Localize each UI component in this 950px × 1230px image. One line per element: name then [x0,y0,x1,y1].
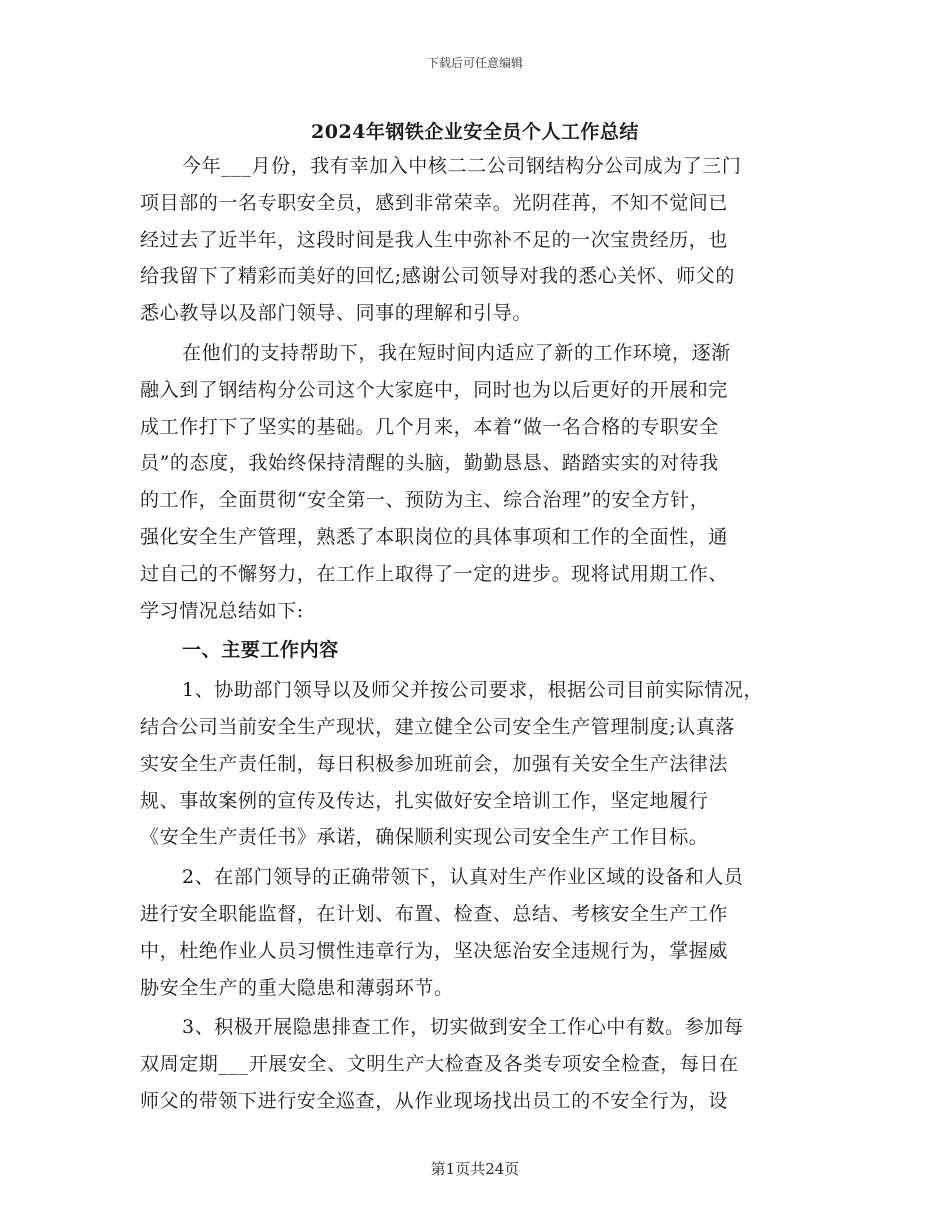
page-header: 下载后可任意编辑 [426,56,523,70]
document-body [140,148,820,1120]
section-heading-block [140,632,820,669]
text-line: 《安全生产责任书》承诺，确保顺利实现公司安全生产工作目标。 [140,826,709,849]
paragraph-support [140,335,820,629]
text-line: 规、事故案例的宣传及传达，扎实做好安全培训工作，坚定地履行 [140,789,709,812]
text-line: 1、协助部门领导以及师父并按公司要求，根据公司目前实际情况， [182,679,764,702]
text-line: 在他们的支持帮助下，我在短时间内适应了新的工作环境，逐渐 [182,341,731,364]
text-line: 经过去了近半年，这段时间是我人生中弥补不足的一次宝贵经历，也 [140,228,729,251]
text-line: 员”的态度，我始终保持清醒的头脑，勤勤恳恳、踏踏实实的对待我 [140,452,719,475]
text-line: 给我留下了精彩而美好的回忆;感谢公司领导对我的悉心关怀、师父的 [140,265,736,288]
document-title: 2024年钢铁企业安全员个人工作总结 [311,121,639,143]
text-line: 悉心教导以及部门领导、同事的理解和引导。 [140,302,533,325]
text-line: 实安全生产责任制，每日积极参加班前会，加强有关安全生产法律法 [140,752,729,775]
text-line: 强化安全生产管理，熟悉了本职岗位的具体事项和工作的全面性，通 [140,525,729,548]
text-line: 中，杜绝作业人员习惯性违章行为，坚决惩治安全违规行为，掌握威 [140,939,729,962]
text-line: 学习情况总结如下: [140,599,304,622]
paragraph-intro [140,148,820,332]
text-line: 2、在部门领导的正确带领下，认真对生产作业区域的设备和人员 [182,866,744,889]
text-line: 胁安全生产的重大隐患和薄弱环节。 [140,976,454,999]
text-line: 项目部的一名专职安全员，感到非常荣幸。光阴荏苒，不知不觉间已 [140,191,729,214]
page-number: 第1页共24页 [430,1160,520,1178]
text-line: 3、积极开展隐患排查工作，切实做到安全工作心中有数。参加每 [182,1016,744,1039]
text-line: 师父的带领下进行安全巡查，从作业现场找出员工的不安全行为，设 [140,1089,729,1112]
text-line: 结合公司当前安全生产现状，建立健全公司安全生产管理制度;认真落 [140,715,736,738]
text-line: 融入到了钢结构分公司这个大家庭中，同时也为以后更好的开展和完 [140,378,729,401]
paragraph-item-2 [140,859,820,1006]
paragraph-item-1 [140,672,820,856]
section-heading: 一、主要工作内容 [182,639,339,662]
paragraph-item-3 [140,1009,820,1119]
text-line: 今年___月份，我有幸加入中核二二公司钢结构分公司成为了三门 [182,155,742,177]
text-line: 过自己的不懈努力，在工作上取得了一定的进步。现将试用期工作、 [140,562,729,585]
text-line: 进行安全职能监督，在计划、布置、检查、总结、考核安全生产工作 [140,902,729,925]
text-line: 成工作打下了坚实的基础。几个月来，本着“做一名合格的专职安全 [140,415,719,438]
text-line: 双周定期___开展安全、文明生产大检查及各类专项安全检查，每日在 [140,1053,739,1076]
text-line: 的工作，全面贯彻“安全第一、预防为主、综合治理”的安全方针， [140,489,710,512]
